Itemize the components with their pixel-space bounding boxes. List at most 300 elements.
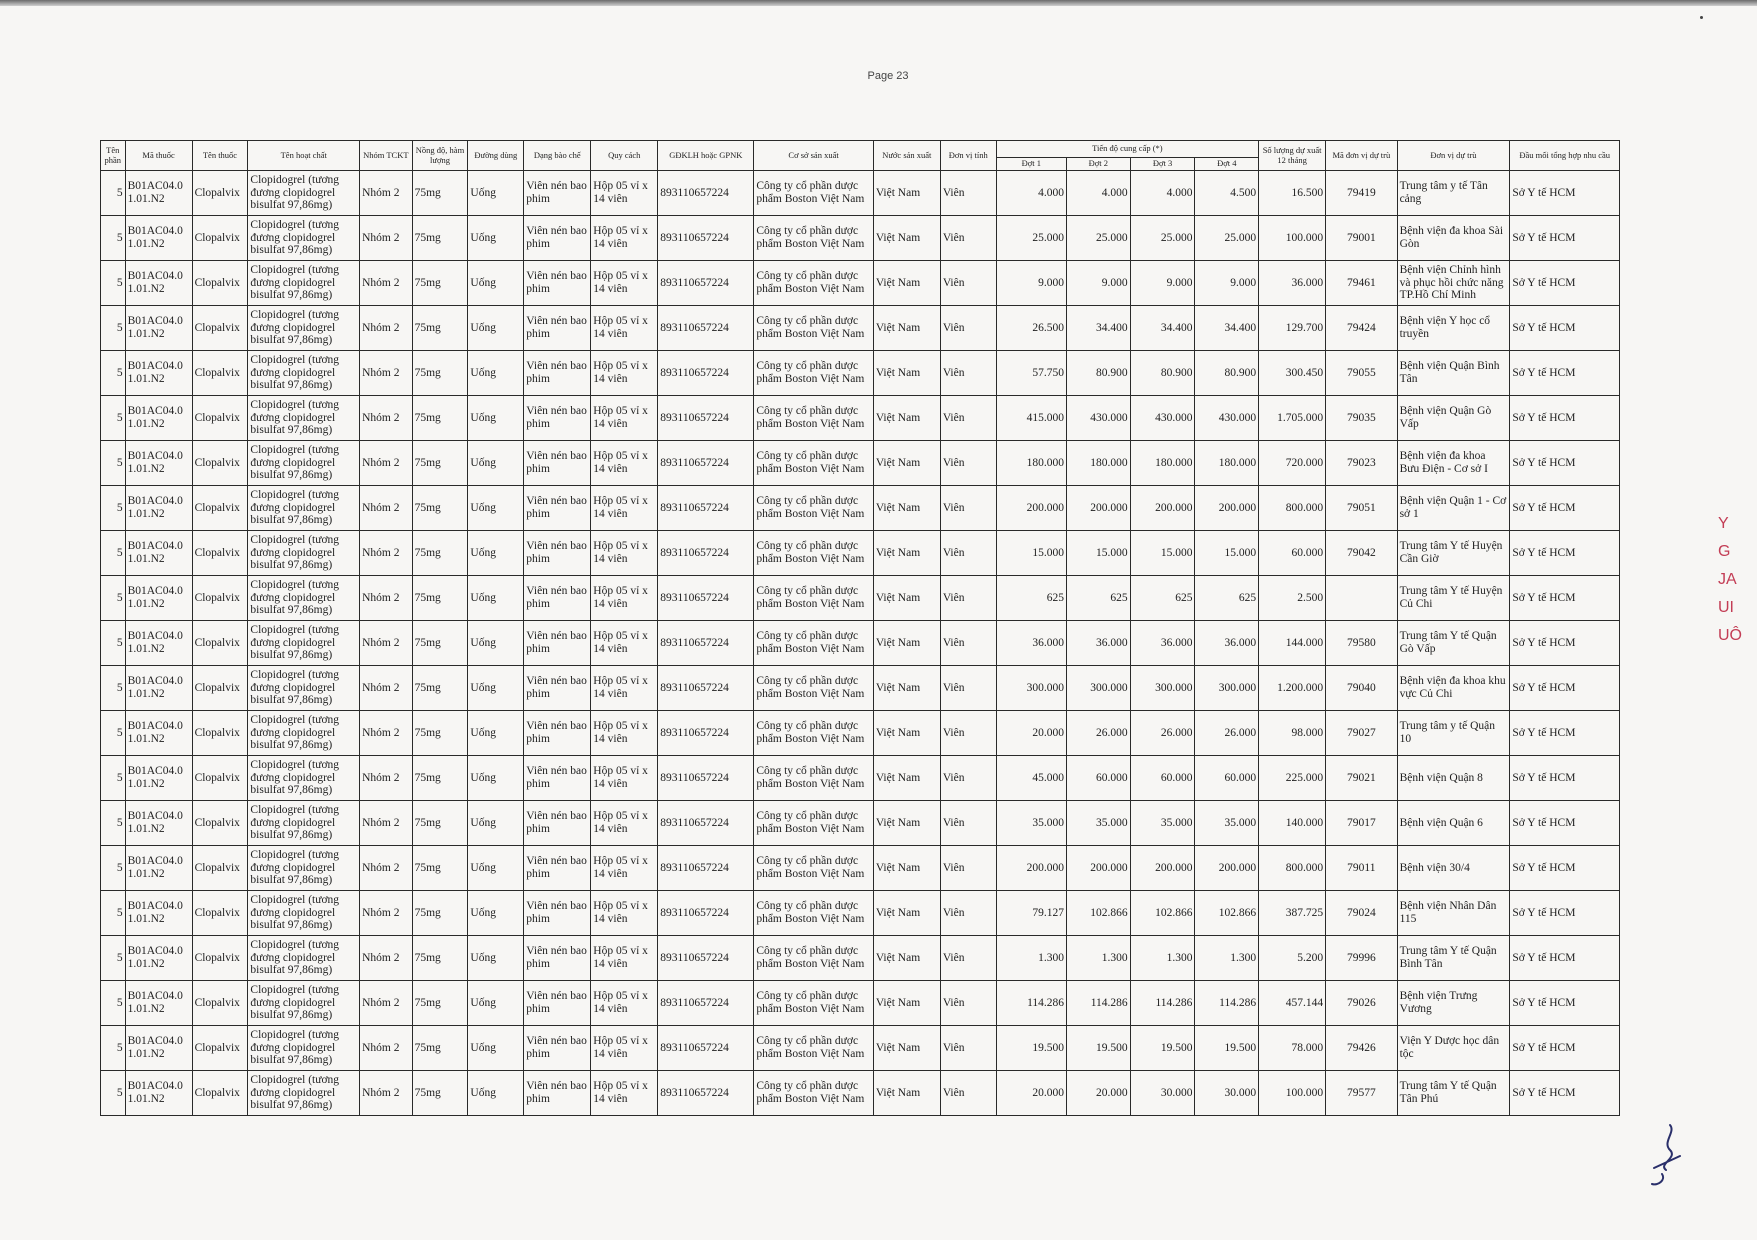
cell-dot-4: 34.400 xyxy=(1195,306,1259,351)
cell-don-vi-tinh: Viên xyxy=(940,261,996,306)
cell-nhom-tckt: Nhóm 2 xyxy=(360,936,412,981)
col-header-nong-do: Nồng độ, hàm lượng xyxy=(412,141,468,171)
cell-ten-hoat-chat: Clopidogrel (tương đương clopidogrel bisulfat 97,86mg) xyxy=(248,441,360,486)
cell-dot-1: 114.286 xyxy=(996,981,1066,1026)
cell-ten-phan: 5 xyxy=(101,576,126,621)
cell-nhom-tckt: Nhóm 2 xyxy=(360,1071,412,1116)
cell-so-luong: 225.000 xyxy=(1259,756,1326,801)
cell-gdklh: 893110657224 xyxy=(658,306,754,351)
cell-ma-thuoc: B01AC04.0 1.01.N2 xyxy=(125,846,192,891)
cell-duong-dung: Uống xyxy=(468,351,524,396)
cell-so-luong: 2.500 xyxy=(1259,576,1326,621)
cell-ten-thuoc: Clopalvix xyxy=(192,576,248,621)
cell-ten-phan: 5 xyxy=(101,981,126,1026)
cell-dot-2: 25.000 xyxy=(1067,216,1131,261)
cell-nhom-tckt: Nhóm 2 xyxy=(360,171,412,216)
handwritten-signature xyxy=(1640,1120,1700,1190)
cell-nuoc-san-xuat: Việt Nam xyxy=(873,936,940,981)
cell-ten-thuoc: Clopalvix xyxy=(192,1026,248,1071)
cell-gdklh: 893110657224 xyxy=(658,396,754,441)
cell-ten-thuoc: Clopalvix xyxy=(192,1071,248,1116)
cell-duong-dung: Uống xyxy=(468,1026,524,1071)
cell-nong-do: 75mg xyxy=(412,1026,468,1071)
cell-so-luong: 16.500 xyxy=(1259,171,1326,216)
cell-dot-3: 200.000 xyxy=(1130,486,1195,531)
cell-dot-1: 20.000 xyxy=(996,1071,1066,1116)
cell-ten-phan: 5 xyxy=(101,261,126,306)
cell-nhom-tckt: Nhóm 2 xyxy=(360,711,412,756)
cell-dot-4: 200.000 xyxy=(1195,486,1259,531)
cell-dot-4: 26.000 xyxy=(1195,711,1259,756)
cell-ma-thuoc: B01AC04.0 1.01.N2 xyxy=(125,756,192,801)
cell-nong-do: 75mg xyxy=(412,306,468,351)
cell-dot-2: 114.286 xyxy=(1067,981,1131,1026)
col-header-nhom-tckt: Nhóm TCKT xyxy=(360,141,412,171)
cell-ma-thuoc: B01AC04.0 1.01.N2 xyxy=(125,396,192,441)
cell-co-so-san-xuat: Công ty cổ phần dược phẩm Boston Việt Nam xyxy=(754,441,874,486)
cell-dot-3: 30.000 xyxy=(1130,1071,1195,1116)
cell-ten-thuoc: Clopalvix xyxy=(192,891,248,936)
cell-nong-do: 75mg xyxy=(412,621,468,666)
cell-don-vi-du-tru: Bệnh viện 30/4 xyxy=(1397,846,1510,891)
cell-ten-thuoc: Clopalvix xyxy=(192,936,248,981)
cell-nong-do: 75mg xyxy=(412,666,468,711)
cell-ma-thuoc: B01AC04.0 1.01.N2 xyxy=(125,441,192,486)
cell-so-luong: 457.144 xyxy=(1259,981,1326,1026)
cell-dot-1: 200.000 xyxy=(996,846,1066,891)
cell-ten-hoat-chat: Clopidogrel (tương đương clopidogrel bisulfat 97,86mg) xyxy=(248,621,360,666)
cell-quy-cach: Hộp 05 vỉ x 14 viên xyxy=(591,621,658,666)
cell-dau-moi: Sở Y tế HCM xyxy=(1510,216,1620,261)
cell-dot-4: 102.866 xyxy=(1195,891,1259,936)
cell-quy-cach: Hộp 05 vỉ x 14 viên xyxy=(591,936,658,981)
cell-ten-thuoc: Clopalvix xyxy=(192,261,248,306)
cell-duong-dung: Uống xyxy=(468,261,524,306)
cell-ten-hoat-chat: Clopidogrel (tương đương clopidogrel bisulfat 97,86mg) xyxy=(248,216,360,261)
cell-dot-3: 102.866 xyxy=(1130,891,1195,936)
cell-dang-bao-che: Viên nén bao phim xyxy=(524,621,591,666)
cell-ma-don-vi: 79996 xyxy=(1326,936,1397,981)
cell-so-luong: 300.450 xyxy=(1259,351,1326,396)
cell-nhom-tckt: Nhóm 2 xyxy=(360,891,412,936)
cell-ma-thuoc: B01AC04.0 1.01.N2 xyxy=(125,711,192,756)
page-number-label: Page 23 xyxy=(867,70,909,82)
cell-ten-phan: 5 xyxy=(101,891,126,936)
cell-ten-phan: 5 xyxy=(101,351,126,396)
col-header-ten-hoat-chat: Tên hoạt chất xyxy=(248,141,360,171)
cell-dot-1: 4.000 xyxy=(996,171,1066,216)
cell-dot-2: 19.500 xyxy=(1067,1026,1131,1071)
cell-ten-phan: 5 xyxy=(101,1026,126,1071)
cell-dot-4: 25.000 xyxy=(1195,216,1259,261)
cell-nong-do: 75mg xyxy=(412,576,468,621)
cell-dot-2: 200.000 xyxy=(1067,846,1131,891)
cell-dot-4: 60.000 xyxy=(1195,756,1259,801)
cell-co-so-san-xuat: Công ty cổ phần dược phẩm Boston Việt Nam xyxy=(754,396,874,441)
cell-ma-thuoc: B01AC04.0 1.01.N2 xyxy=(125,306,192,351)
cell-ten-hoat-chat: Clopidogrel (tương đương clopidogrel bisulfat 97,86mg) xyxy=(248,936,360,981)
cell-ma-don-vi: 79017 xyxy=(1326,801,1397,846)
cell-ma-don-vi: 79035 xyxy=(1326,396,1397,441)
cell-nong-do: 75mg xyxy=(412,396,468,441)
cell-dau-moi: Sở Y tế HCM xyxy=(1510,576,1620,621)
cell-co-so-san-xuat: Công ty cổ phần dược phẩm Boston Việt Nam xyxy=(754,261,874,306)
cell-gdklh: 893110657224 xyxy=(658,531,754,576)
cell-ma-thuoc: B01AC04.0 1.01.N2 xyxy=(125,981,192,1026)
cell-dang-bao-che: Viên nén bao phim xyxy=(524,756,591,801)
cell-dot-3: 1.300 xyxy=(1130,936,1195,981)
cell-so-luong: 140.000 xyxy=(1259,801,1326,846)
cell-ma-don-vi: 79001 xyxy=(1326,216,1397,261)
cell-dot-4: 180.000 xyxy=(1195,441,1259,486)
cell-ten-hoat-chat: Clopidogrel (tương đương clopidogrel bisulfat 97,86mg) xyxy=(248,486,360,531)
cell-dau-moi: Sở Y tế HCM xyxy=(1510,981,1620,1026)
cell-duong-dung: Uống xyxy=(468,666,524,711)
cell-dau-moi: Sở Y tế HCM xyxy=(1510,711,1620,756)
cell-so-luong: 1.200.000 xyxy=(1259,666,1326,711)
cell-don-vi-du-tru: Bệnh viện Trưng Vương xyxy=(1397,981,1510,1026)
col-header-dot-3: Đợt 3 xyxy=(1130,158,1195,171)
cell-co-so-san-xuat: Công ty cổ phần dược phẩm Boston Việt Nam xyxy=(754,306,874,351)
cell-don-vi-du-tru: Bệnh viện Quận Gò Vấp xyxy=(1397,396,1510,441)
cell-ma-don-vi: 79577 xyxy=(1326,1071,1397,1116)
cell-nuoc-san-xuat: Việt Nam xyxy=(873,981,940,1026)
cell-duong-dung: Uống xyxy=(468,171,524,216)
cell-dot-2: 102.866 xyxy=(1067,891,1131,936)
cell-ma-thuoc: B01AC04.0 1.01.N2 xyxy=(125,261,192,306)
cell-ten-hoat-chat: Clopidogrel (tương đương clopidogrel bisulfat 97,86mg) xyxy=(248,846,360,891)
cell-nong-do: 75mg xyxy=(412,801,468,846)
cell-dang-bao-che: Viên nén bao phim xyxy=(524,576,591,621)
cell-ma-don-vi: 79024 xyxy=(1326,891,1397,936)
cell-ten-thuoc: Clopalvix xyxy=(192,486,248,531)
cell-quy-cach: Hộp 05 vỉ x 14 viên xyxy=(591,1071,658,1116)
cell-ma-don-vi: 79027 xyxy=(1326,711,1397,756)
cell-dot-4: 35.000 xyxy=(1195,801,1259,846)
cell-so-luong: 98.000 xyxy=(1259,711,1326,756)
cell-dot-4: 300.000 xyxy=(1195,666,1259,711)
cell-don-vi-du-tru: Bệnh viện Quận Bình Tân xyxy=(1397,351,1510,396)
cell-co-so-san-xuat: Công ty cổ phần dược phẩm Boston Việt Nam xyxy=(754,621,874,666)
cell-dau-moi: Sở Y tế HCM xyxy=(1510,486,1620,531)
table-row xyxy=(101,351,1620,396)
cell-nhom-tckt: Nhóm 2 xyxy=(360,801,412,846)
table-row xyxy=(101,801,1620,846)
cell-dang-bao-che: Viên nén bao phim xyxy=(524,666,591,711)
cell-co-so-san-xuat: Công ty cổ phần dược phẩm Boston Việt Nam xyxy=(754,171,874,216)
cell-quy-cach: Hộp 05 vỉ x 14 viên xyxy=(591,891,658,936)
table-row xyxy=(101,576,1620,621)
cell-ten-phan: 5 xyxy=(101,756,126,801)
cell-dot-2: 9.000 xyxy=(1067,261,1131,306)
cell-dot-1: 45.000 xyxy=(996,756,1066,801)
cell-nhom-tckt: Nhóm 2 xyxy=(360,531,412,576)
cell-nuoc-san-xuat: Việt Nam xyxy=(873,351,940,396)
cell-nong-do: 75mg xyxy=(412,531,468,576)
cell-dot-1: 57.750 xyxy=(996,351,1066,396)
cell-dot-4: 9.000 xyxy=(1195,261,1259,306)
margin-stamp-text: Y xyxy=(1718,515,1729,532)
cell-gdklh: 893110657224 xyxy=(658,711,754,756)
cell-dang-bao-che: Viên nén bao phim xyxy=(524,396,591,441)
cell-co-so-san-xuat: Công ty cổ phần dược phẩm Boston Việt Nam xyxy=(754,351,874,396)
cell-nuoc-san-xuat: Việt Nam xyxy=(873,621,940,666)
table-row xyxy=(101,666,1620,711)
cell-dot-3: 200.000 xyxy=(1130,846,1195,891)
cell-ma-thuoc: B01AC04.0 1.01.N2 xyxy=(125,531,192,576)
cell-don-vi-tinh: Viên xyxy=(940,891,996,936)
cell-ten-phan: 5 xyxy=(101,486,126,531)
cell-so-luong: 720.000 xyxy=(1259,441,1326,486)
cell-dot-2: 80.900 xyxy=(1067,351,1131,396)
cell-don-vi-tinh: Viên xyxy=(940,531,996,576)
cell-dang-bao-che: Viên nén bao phim xyxy=(524,351,591,396)
cell-dang-bao-che: Viên nén bao phim xyxy=(524,801,591,846)
cell-ten-thuoc: Clopalvix xyxy=(192,981,248,1026)
cell-don-vi-tinh: Viên xyxy=(940,666,996,711)
cell-ten-phan: 5 xyxy=(101,171,126,216)
cell-gdklh: 893110657224 xyxy=(658,1071,754,1116)
cell-nuoc-san-xuat: Việt Nam xyxy=(873,441,940,486)
table-row xyxy=(101,891,1620,936)
col-header-duong-dung: Đường dùng xyxy=(468,141,524,171)
col-header-dau-moi: Đầu mối tổng hợp nhu cầu xyxy=(1510,141,1620,171)
cell-dot-2: 20.000 xyxy=(1067,1071,1131,1116)
col-header-ten-phan: Tên phần xyxy=(101,141,126,171)
cell-dot-4: 15.000 xyxy=(1195,531,1259,576)
cell-nhom-tckt: Nhóm 2 xyxy=(360,621,412,666)
col-header-nuoc-san-xuat: Nước sản xuất xyxy=(873,141,940,171)
cell-co-so-san-xuat: Công ty cổ phần dược phẩm Boston Việt Nam xyxy=(754,1071,874,1116)
cell-ten-phan: 5 xyxy=(101,936,126,981)
col-header-ten-thuoc: Tên thuốc xyxy=(192,141,248,171)
cell-ma-thuoc: B01AC04.0 1.01.N2 xyxy=(125,351,192,396)
cell-co-so-san-xuat: Công ty cổ phần dược phẩm Boston Việt Nam xyxy=(754,666,874,711)
table-row xyxy=(101,846,1620,891)
cell-nhom-tckt: Nhóm 2 xyxy=(360,441,412,486)
cell-don-vi-tinh: Viên xyxy=(940,441,996,486)
cell-co-so-san-xuat: Công ty cổ phần dược phẩm Boston Việt Nam xyxy=(754,576,874,621)
cell-quy-cach: Hộp 05 vỉ x 14 viên xyxy=(591,351,658,396)
cell-quy-cach: Hộp 05 vỉ x 14 viên xyxy=(591,396,658,441)
cell-dot-4: 19.500 xyxy=(1195,1026,1259,1071)
cell-ma-don-vi: 79051 xyxy=(1326,486,1397,531)
cell-quy-cach: Hộp 05 vỉ x 14 viên xyxy=(591,666,658,711)
cell-co-so-san-xuat: Công ty cổ phần dược phẩm Boston Việt Nam xyxy=(754,981,874,1026)
cell-duong-dung: Uống xyxy=(468,306,524,351)
col-header-gdklh: GĐKLH hoặc GPNK xyxy=(658,141,754,171)
cell-dau-moi: Sở Y tế HCM xyxy=(1510,666,1620,711)
cell-nhom-tckt: Nhóm 2 xyxy=(360,306,412,351)
cell-dot-2: 35.000 xyxy=(1067,801,1131,846)
cell-ten-thuoc: Clopalvix xyxy=(192,441,248,486)
cell-ten-hoat-chat: Clopidogrel (tương đương clopidogrel bisulfat 97,86mg) xyxy=(248,576,360,621)
cell-co-so-san-xuat: Công ty cổ phần dược phẩm Boston Việt Nam xyxy=(754,891,874,936)
scan-speck xyxy=(1700,16,1703,19)
table-row xyxy=(101,306,1620,351)
cell-ma-don-vi: 79021 xyxy=(1326,756,1397,801)
cell-co-so-san-xuat: Công ty cổ phần dược phẩm Boston Việt Nam xyxy=(754,486,874,531)
cell-dau-moi: Sở Y tế HCM xyxy=(1510,441,1620,486)
cell-so-luong: 1.705.000 xyxy=(1259,396,1326,441)
cell-quy-cach: Hộp 05 vỉ x 14 viên xyxy=(591,531,658,576)
cell-duong-dung: Uống xyxy=(468,1071,524,1116)
cell-don-vi-tinh: Viên xyxy=(940,306,996,351)
cell-nuoc-san-xuat: Việt Nam xyxy=(873,531,940,576)
cell-ma-don-vi: 79026 xyxy=(1326,981,1397,1026)
cell-quy-cach: Hộp 05 vỉ x 14 viên xyxy=(591,306,658,351)
cell-dot-1: 36.000 xyxy=(996,621,1066,666)
cell-ten-phan: 5 xyxy=(101,621,126,666)
cell-ma-thuoc: B01AC04.0 1.01.N2 xyxy=(125,1071,192,1116)
col-header-dot-2: Đợt 2 xyxy=(1067,158,1131,171)
cell-gdklh: 893110657224 xyxy=(658,1026,754,1071)
cell-so-luong: 129.700 xyxy=(1259,306,1326,351)
cell-ten-hoat-chat: Clopidogrel (tương đương clopidogrel bisulfat 97,86mg) xyxy=(248,981,360,1026)
cell-nuoc-san-xuat: Việt Nam xyxy=(873,666,940,711)
cell-gdklh: 893110657224 xyxy=(658,486,754,531)
cell-duong-dung: Uống xyxy=(468,846,524,891)
cell-don-vi-du-tru: Bệnh viện đa khoa Sài Gòn xyxy=(1397,216,1510,261)
cell-quy-cach: Hộp 05 vỉ x 14 viên xyxy=(591,261,658,306)
cell-dot-3: 4.000 xyxy=(1130,171,1195,216)
cell-quy-cach: Hộp 05 vỉ x 14 viên xyxy=(591,576,658,621)
cell-gdklh: 893110657224 xyxy=(658,576,754,621)
cell-ten-phan: 5 xyxy=(101,441,126,486)
table-header xyxy=(101,141,1620,171)
cell-don-vi-tinh: Viên xyxy=(940,621,996,666)
cell-ma-don-vi: 79580 xyxy=(1326,621,1397,666)
cell-ten-phan: 5 xyxy=(101,531,126,576)
col-header-ma-thuoc: Mã thuốc xyxy=(125,141,192,171)
cell-don-vi-du-tru: Trung tâm Y tế Quận Tân Phú xyxy=(1397,1071,1510,1116)
scan-top-edge xyxy=(0,0,1757,6)
cell-ma-don-vi: 79419 xyxy=(1326,171,1397,216)
cell-nuoc-san-xuat: Việt Nam xyxy=(873,306,940,351)
cell-so-luong: 800.000 xyxy=(1259,846,1326,891)
cell-ten-thuoc: Clopalvix xyxy=(192,531,248,576)
cell-ma-thuoc: B01AC04.0 1.01.N2 xyxy=(125,801,192,846)
cell-ten-thuoc: Clopalvix xyxy=(192,171,248,216)
cell-dot-2: 200.000 xyxy=(1067,486,1131,531)
cell-duong-dung: Uống xyxy=(468,756,524,801)
cell-gdklh: 893110657224 xyxy=(658,441,754,486)
cell-ten-hoat-chat: Clopidogrel (tương đương clopidogrel bisulfat 97,86mg) xyxy=(248,801,360,846)
cell-duong-dung: Uống xyxy=(468,531,524,576)
cell-dau-moi: Sở Y tế HCM xyxy=(1510,531,1620,576)
cell-dot-1: 25.000 xyxy=(996,216,1066,261)
cell-dot-2: 1.300 xyxy=(1067,936,1131,981)
cell-dot-4: 430.000 xyxy=(1195,396,1259,441)
cell-dang-bao-che: Viên nén bao phim xyxy=(524,711,591,756)
cell-nong-do: 75mg xyxy=(412,756,468,801)
cell-dot-3: 180.000 xyxy=(1130,441,1195,486)
cell-ten-thuoc: Clopalvix xyxy=(192,756,248,801)
cell-don-vi-tinh: Viên xyxy=(940,171,996,216)
cell-nuoc-san-xuat: Việt Nam xyxy=(873,171,940,216)
cell-dot-3: 60.000 xyxy=(1130,756,1195,801)
cell-don-vi-tinh: Viên xyxy=(940,846,996,891)
cell-gdklh: 893110657224 xyxy=(658,216,754,261)
cell-ten-thuoc: Clopalvix xyxy=(192,216,248,261)
cell-nhom-tckt: Nhóm 2 xyxy=(360,396,412,441)
cell-ten-thuoc: Clopalvix xyxy=(192,846,248,891)
cell-don-vi-tinh: Viên xyxy=(940,1071,996,1116)
cell-don-vi-tinh: Viên xyxy=(940,801,996,846)
cell-dot-2: 430.000 xyxy=(1067,396,1131,441)
cell-quy-cach: Hộp 05 vỉ x 14 viên xyxy=(591,756,658,801)
cell-nhom-tckt: Nhóm 2 xyxy=(360,486,412,531)
cell-nhom-tckt: Nhóm 2 xyxy=(360,846,412,891)
cell-dot-3: 25.000 xyxy=(1130,216,1195,261)
cell-dot-3: 300.000 xyxy=(1130,666,1195,711)
cell-ma-thuoc: B01AC04.0 1.01.N2 xyxy=(125,216,192,261)
cell-don-vi-tinh: Viên xyxy=(940,396,996,441)
col-header-dot-1: Đợt 1 xyxy=(996,158,1066,171)
cell-dau-moi: Sở Y tế HCM xyxy=(1510,1071,1620,1116)
cell-dau-moi: Sở Y tế HCM xyxy=(1510,756,1620,801)
cell-nong-do: 75mg xyxy=(412,891,468,936)
cell-dot-2: 300.000 xyxy=(1067,666,1131,711)
cell-gdklh: 893110657224 xyxy=(658,981,754,1026)
cell-nong-do: 75mg xyxy=(412,936,468,981)
cell-nong-do: 75mg xyxy=(412,216,468,261)
cell-don-vi-tinh: Viên xyxy=(940,756,996,801)
cell-ten-phan: 5 xyxy=(101,1071,126,1116)
cell-gdklh: 893110657224 xyxy=(658,891,754,936)
cell-don-vi-du-tru: Bệnh viện Chỉnh hình và phục hồi chức năng TP.Hồ Chí Minh xyxy=(1397,261,1510,306)
cell-quy-cach: Hộp 05 vỉ x 14 viên xyxy=(591,216,658,261)
cell-don-vi-du-tru: Trung tâm Y tế Quận Bình Tân xyxy=(1397,936,1510,981)
cell-ma-don-vi: 79040 xyxy=(1326,666,1397,711)
cell-quy-cach: Hộp 05 vỉ x 14 viên xyxy=(591,711,658,756)
cell-ma-don-vi: 79023 xyxy=(1326,441,1397,486)
cell-nuoc-san-xuat: Việt Nam xyxy=(873,576,940,621)
cell-dang-bao-che: Viên nén bao phim xyxy=(524,441,591,486)
cell-dau-moi: Sở Y tế HCM xyxy=(1510,936,1620,981)
cell-ten-phan: 5 xyxy=(101,666,126,711)
cell-ten-hoat-chat: Clopidogrel (tương đương clopidogrel bisulfat 97,86mg) xyxy=(248,261,360,306)
col-header-dot-4: Đợt 4 xyxy=(1195,158,1259,171)
cell-don-vi-du-tru: Viện Y Dược học dân tộc xyxy=(1397,1026,1510,1071)
cell-so-luong: 144.000 xyxy=(1259,621,1326,666)
cell-don-vi-du-tru: Trung tâm Y tế Quận Gò Vấp xyxy=(1397,621,1510,666)
cell-dot-3: 34.400 xyxy=(1130,306,1195,351)
cell-ma-don-vi: 79461 xyxy=(1326,261,1397,306)
cell-ma-don-vi xyxy=(1326,576,1397,621)
cell-dau-moi: Sở Y tế HCM xyxy=(1510,1026,1620,1071)
cell-co-so-san-xuat: Công ty cổ phần dược phẩm Boston Việt Nam xyxy=(754,1026,874,1071)
cell-ten-hoat-chat: Clopidogrel (tương đương clopidogrel bisulfat 97,86mg) xyxy=(248,171,360,216)
cell-dau-moi: Sở Y tế HCM xyxy=(1510,801,1620,846)
cell-co-so-san-xuat: Công ty cổ phần dược phẩm Boston Việt Nam xyxy=(754,711,874,756)
cell-nong-do: 75mg xyxy=(412,981,468,1026)
cell-co-so-san-xuat: Công ty cổ phần dược phẩm Boston Việt Nam xyxy=(754,531,874,576)
cell-dau-moi: Sở Y tế HCM xyxy=(1510,846,1620,891)
cell-dot-3: 9.000 xyxy=(1130,261,1195,306)
cell-don-vi-du-tru: Bệnh viện Nhân Dân 115 xyxy=(1397,891,1510,936)
cell-dang-bao-che: Viên nén bao phim xyxy=(524,306,591,351)
cell-ten-hoat-chat: Clopidogrel (tương đương clopidogrel bisulfat 97,86mg) xyxy=(248,396,360,441)
cell-don-vi-du-tru: Trung tâm y tế Tân cảng xyxy=(1397,171,1510,216)
table-row xyxy=(101,1026,1620,1071)
cell-so-luong: 60.000 xyxy=(1259,531,1326,576)
cell-ma-thuoc: B01AC04.0 1.01.N2 xyxy=(125,1026,192,1071)
cell-dang-bao-che: Viên nén bao phim xyxy=(524,891,591,936)
cell-ma-thuoc: B01AC04.0 1.01.N2 xyxy=(125,171,192,216)
cell-quy-cach: Hộp 05 vỉ x 14 viên xyxy=(591,801,658,846)
cell-don-vi-du-tru: Trung tâm Y tế Huyện Củ Chi xyxy=(1397,576,1510,621)
